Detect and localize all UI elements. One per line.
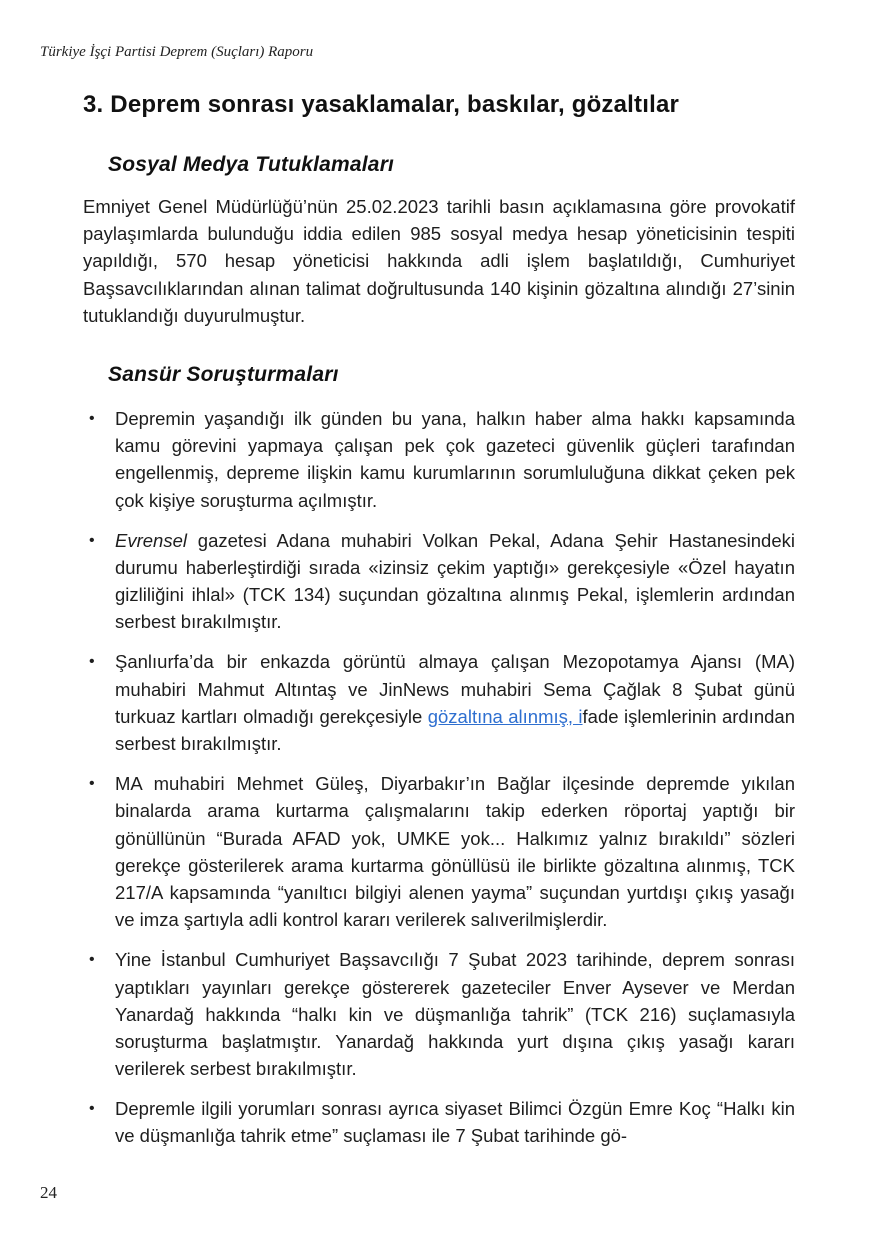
running-header: Türkiye İşçi Partisi Deprem (Suçları) Raporu	[40, 44, 314, 60]
bullet-icon: •	[89, 531, 95, 549]
text-segment: Yine İstanbul Cumhuriyet Başsavcılığı 7 Şubat 2023 tarihinde, deprem sonrası yaptıkları yayınları gerekçe göstererek gazeteciler Enver Aysever ve Merdan Yanardağ hakkında “halkı kin ve düşmanlığa tahrik” (TCK 216) suçlamasıyla soruşturma başlatmıştır. Yanardağ hakkında yurt dışına çıkış yasağı kararı verilerek serbest bırakılmıştır.	[115, 949, 795, 1080]
list-item	[83, 648, 795, 757]
text-segment: Depremle ilgili yorumları sonrası ayrıca siyaset Bilimci Özgün Emre Koç “Halkı kin ve düşmanlığa tahrik etme” suçlaması ile 7 Şubat tarihinde gö-	[115, 1098, 795, 1147]
list-item	[83, 770, 795, 933]
bullet-icon: •	[89, 1100, 95, 1118]
list-item	[83, 946, 795, 1082]
subsection-heading-sosyal-medya-tutuklamalari: Sosyal Medya Tutuklamaları	[108, 153, 395, 176]
paragraph-sosyal-medya	[83, 193, 795, 329]
bullet-text	[115, 1095, 795, 1149]
page-number: 24	[40, 1183, 57, 1202]
bullet-text	[115, 405, 795, 514]
text-segment: fade işlemlerinin ardından serbest bırakılmıştır.	[115, 705, 795, 754]
list-item	[83, 527, 795, 636]
text-segment: MA muhabiri Mehmet Güleş, Diyarbakır’ın Bağlar ilçesinde depremde yıkılan binalarda arama kurtarma çalışmalarını takip ederken röportaj yaptığı bir gönüllünün “Burada AFAD yok, UMKE yok... Halkımız yalnız bırakıldı” sözleri gerekçe gösterilerek arama kurtarma gönüllüsü ile birlikte gözaltına alınmış, TCK 217/A kapsamında “yanıltıcı bilgiyi alenen yayma” suçundan yurtdışı çıkış yasağı ve imza şartıyla adli kontrol kararı verilerek salıverilmişlerdir.	[115, 773, 795, 931]
bullet-text	[115, 527, 795, 636]
inline-link[interactable]: gözaltına alınmış, i	[427, 705, 583, 727]
text-segment: Şanlıurfa’da bir enkazda görüntü almaya çalışan Mezopotamya Ajansı (MA) muhabiri Mahmut Altıntaş ve JinNews muhabiri Sema Çağlak 8 Şubat günü turkuaz kartları olmadığı gerekçesiyle	[115, 651, 795, 727]
bullet-text	[115, 946, 795, 1082]
section-title: 3. Deprem sonrası yasaklamalar, baskılar, gözaltılar	[83, 91, 680, 118]
text-segment: gazetesi Adana muhabiri Volkan Pekal, Adana Şehir Hastanesindeki durumu haberleştirdiği sırada «izinsiz çekim yaptığı» gerekçesiyle «Özel hayatın gizliliğini ihlal» (TCK 134) suçundan gözaltına alınmış Pekal, işlemlerin ardından serbest bırakılmıştır.	[115, 529, 795, 633]
text-segment: Emniyet Genel Müdürlüğü’nün 25.02.2023 tarihli basın açıklamasına göre provokatif paylaşımlarda bulunduğu iddia edilen 985 sosyal medya hesap yöneticisinin tespiti yapıldığı, 570 hesap yöneticisi hakkında adli işlem başlatıldığı, Cumhuriyet Başsavcılıklarından alınan talimat doğrultusunda 140 kişinin gözaltına alındığı 27’sinin tutuklandığı duyurulmuştur.	[83, 196, 795, 326]
bullet-icon: •	[89, 951, 95, 969]
subsection-heading-sansur-sorusturmalari: Sansür Soruşturmaları	[108, 362, 339, 386]
bullet-list	[83, 405, 795, 1150]
text-segment: Evrensel	[115, 529, 187, 551]
bullet-icon: •	[89, 775, 95, 793]
list-item	[83, 1095, 795, 1149]
bullet-icon: •	[89, 409, 95, 427]
bullet-text	[115, 648, 795, 757]
bullet-icon: •	[89, 653, 95, 671]
list-item	[83, 405, 795, 514]
text-segment: Depremin yaşandığı ilk günden bu yana, halkın haber alma hakkı kapsamında kamu görevini yapmaya çalışan pek çok gazeteci güvenlik güçleri tarafından engellenmiş, depreme ilişkin kamu kurumlarının sorumluluğuna dikkat çeken pek çok kişiye soruşturma açılmıştır.	[115, 407, 795, 511]
bullet-text	[115, 770, 795, 933]
